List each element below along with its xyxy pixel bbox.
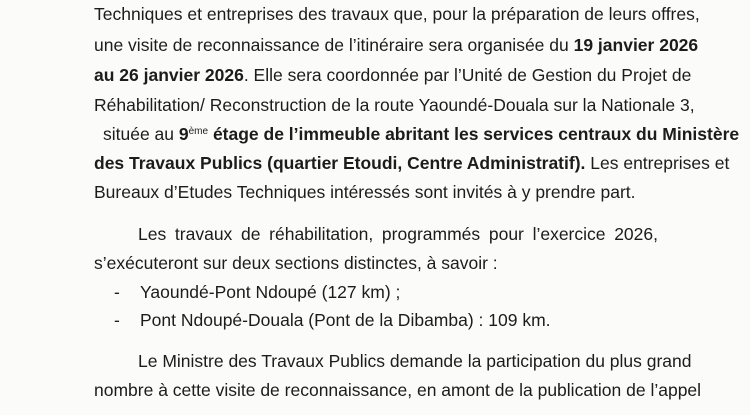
- bullet-dash: -: [114, 282, 120, 302]
- location: des Travaux Publics (quartier Etoudi, Centre Administratif).: [94, 153, 586, 173]
- p3-line-2: nombre à cette visite de reconnaissance, en amont de la publication de l’appel: [94, 380, 702, 400]
- bullet-dash: -: [114, 310, 120, 330]
- p1-line-6: des Travaux Publics (quartier Etoudi, Centre Administratif). Les entreprises et: [94, 153, 730, 173]
- start-date: 19 janvier 2026: [573, 35, 699, 55]
- end-date: au 26 janvier 2026: [94, 65, 244, 85]
- p2-line-2: s’exécuteront sur deux sections distinctes, à savoir :: [94, 253, 498, 273]
- p1-line-4: Réhabilitation/ Reconstruction de la route Yaoundé-Douala sur la Nationale 3,: [94, 95, 695, 115]
- list-item: - Pont Ndoupé-Douala (Pont de la Dibamba) : 109 km.: [114, 310, 551, 330]
- p2-line-1: Les travaux de réhabilitation, programmés pour l’exercice 2026,: [138, 224, 658, 244]
- p1-line-5: située au 9ème étage de l’immeuble abritant les services centraux du Ministère: [103, 124, 740, 144]
- p1-line-1: Techniques et entreprises des travaux que, pour la préparation de leurs offres,: [94, 4, 700, 24]
- p3-line-1: Le Ministre des Travaux Publics demande la participation du plus grand: [138, 351, 692, 371]
- p1-line-2: une visite de reconnaissance de l’itinéraire sera organisée du 19 janvier 2026: [94, 35, 699, 55]
- p1-line-7: Bureaux d’Etudes Techniques intéressés sont invités à y prendre part.: [94, 182, 636, 202]
- list-item: - Yaoundé-Pont Ndoupé (127 km) ;: [114, 282, 401, 302]
- p1-line-3: au 26 janvier 2026. Elle sera coordonnée par l’Unité de Gestion du Projet de: [94, 65, 692, 85]
